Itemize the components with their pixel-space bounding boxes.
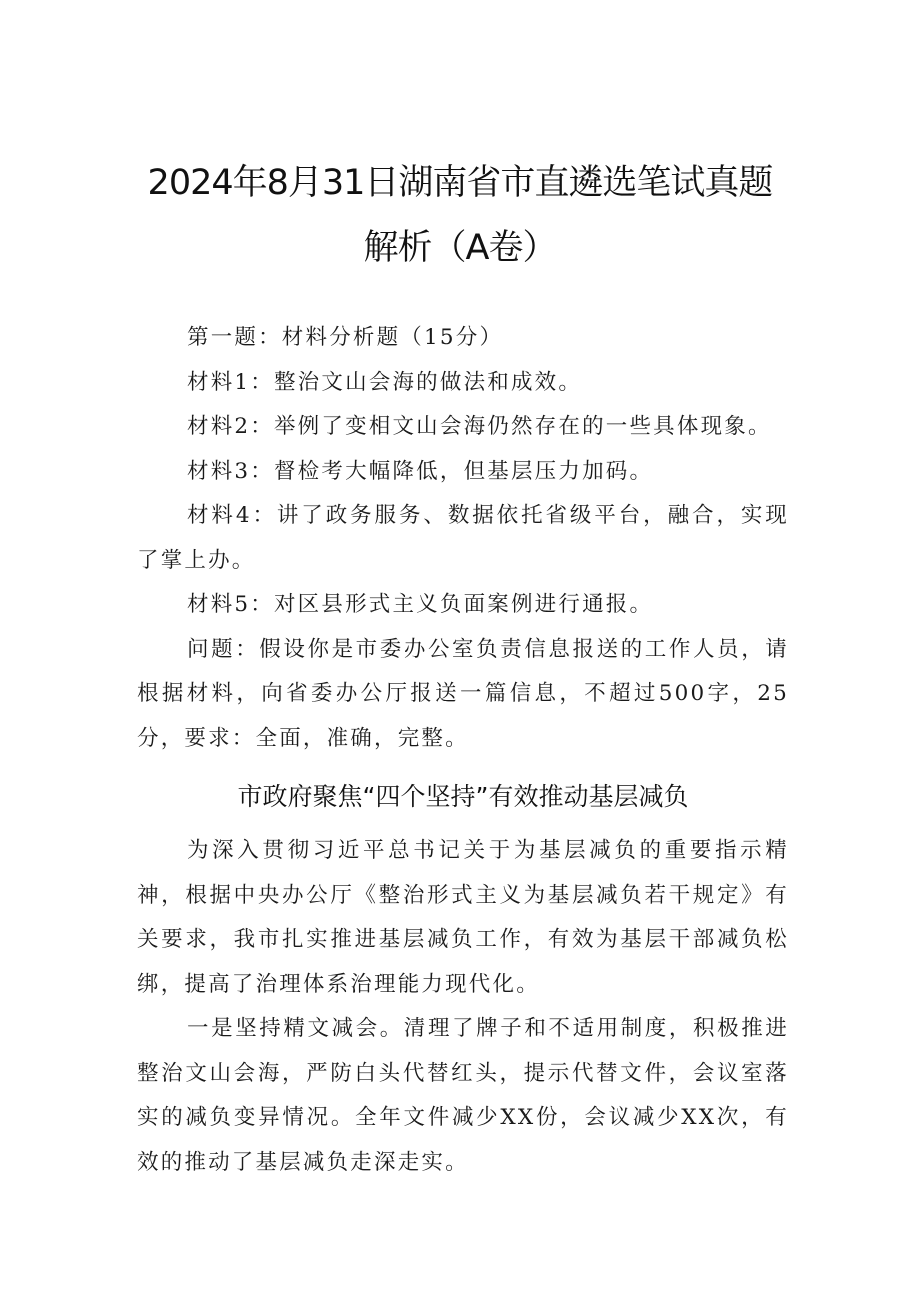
answer-paragraph-2: 一是坚持精文减会。清理了牌子和不适用制度，积极推进整治文山会海，严防白头代替红头，提示代替文件，会议室落实的减负变异情况。全年文件减少XX份，会议减少XX次，有效的推动了基层减负走深走实。 (137, 1016, 789, 1175)
material-2: 材料2：举例了变相文山会海仍然存在的一些具体现象。 (187, 414, 772, 439)
material-3: 材料3：督检考大幅降低，但基层压力加码。 (187, 458, 654, 484)
document-title-line-1: 2024年8月31日湖南省市直遴选笔试真题 (147, 163, 773, 203)
material-1: 材料1：整治文山会海的做法和成效。 (187, 369, 583, 395)
material-4: 材料4：讲了政务服务、数据依托省级平台，融合，实现了掌上办。 (137, 503, 789, 573)
answer-title: 市政府聚焦“四个坚持”有效推动基层减负 (237, 782, 689, 811)
document-body (137, 316, 789, 1185)
material-5: 材料5：对区县形式主义负面案例进行通报。 (187, 592, 654, 617)
answer-paragraph-1: 为深入贯彻习近平总书记关于为基层减负的重要指示精神，根据中央办公厅《整治形式主义为基层减负若干规定》有关要求，我市扎实推进基层减负工作，有效为基层干部减负松绑，提高了治理体系治理能力现代化。 (137, 838, 789, 997)
question-heading: 第一题：材料分析题（15分） (187, 325, 504, 350)
question-prompt: 问题：假设你是市委办公室负责信息报送的工作人员，请根据材料，向省委办公厅报送一篇信息，不超过500字，25分，要求：全面，准确，完整。 (137, 636, 789, 751)
document-title-line-2: 解析（A卷） (363, 228, 557, 268)
